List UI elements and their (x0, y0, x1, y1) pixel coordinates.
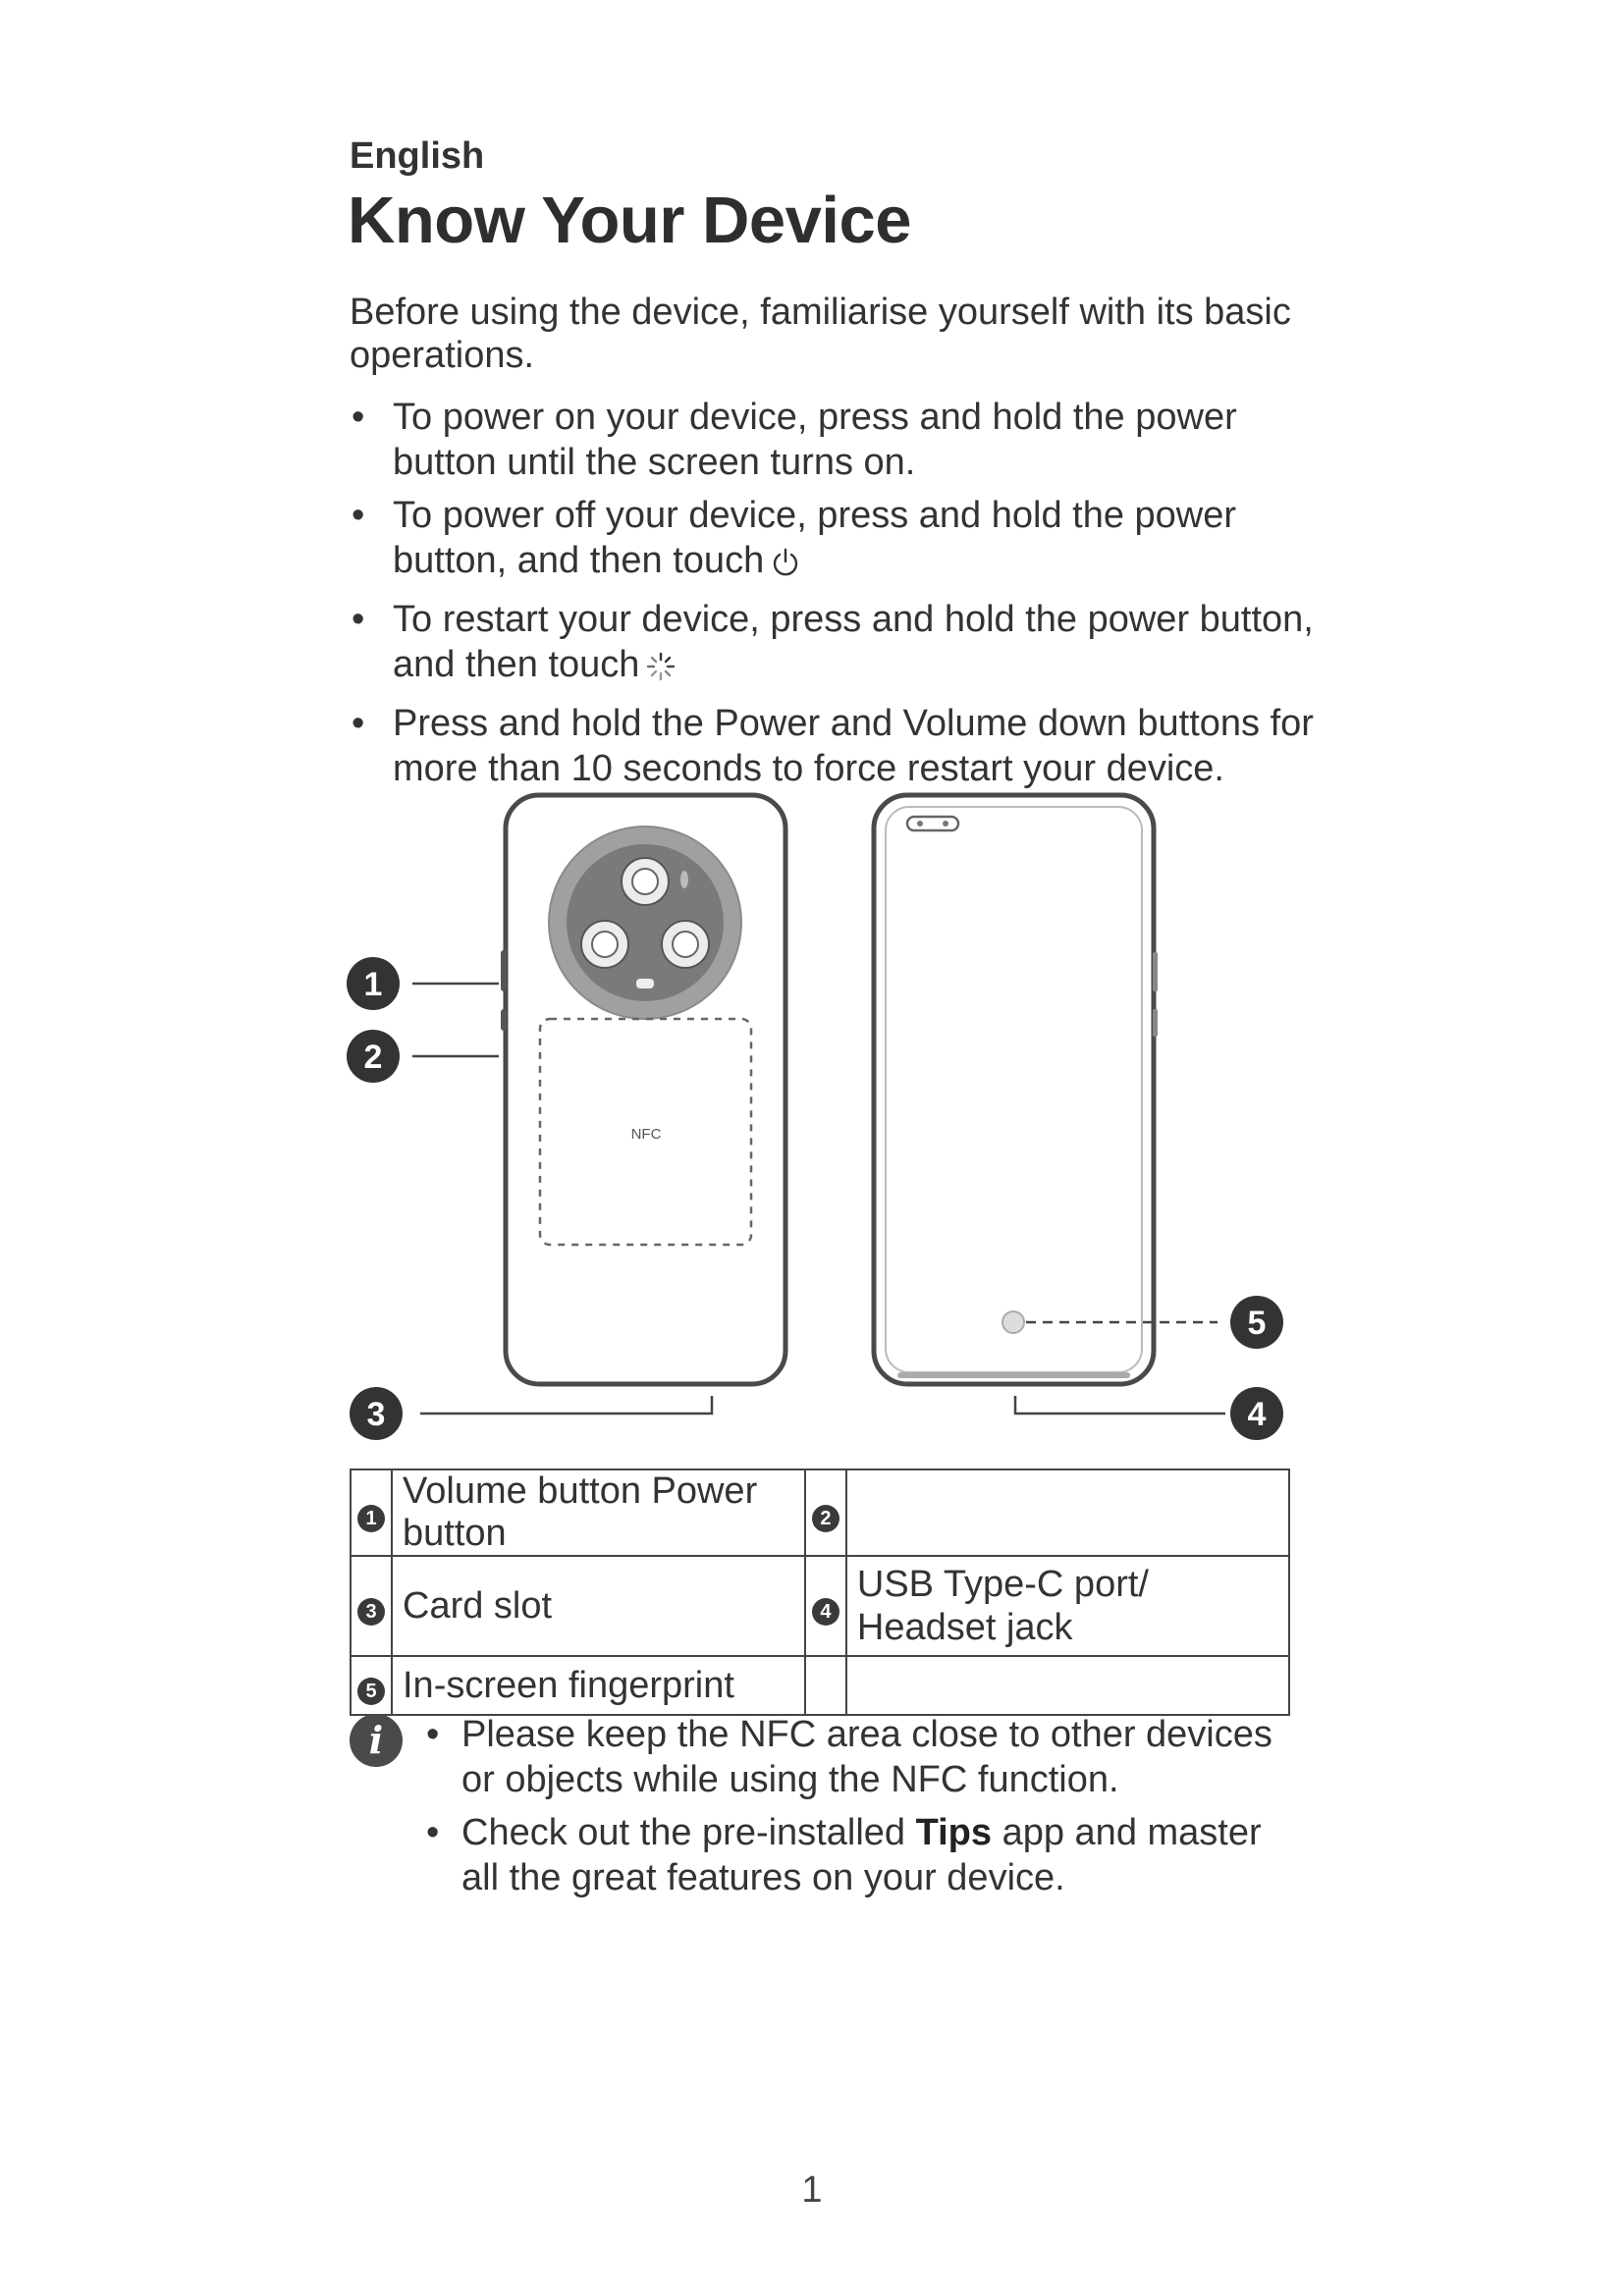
note-item: • Check out the pre-installed Tips app and master all the great features on your device. (426, 1812, 1262, 1898)
notes-list (424, 1712, 1308, 1908)
phone-back (501, 795, 785, 1384)
instruction-item: • To power off your device, press and hold the power button, and then touch (350, 493, 1322, 589)
instruction-text: To power on your device, press and hold the power button until the screen turns on. (393, 397, 1237, 483)
svg-text:1: 1 (363, 966, 383, 1003)
callout-3 (350, 1387, 403, 1440)
instruction-item: • To power on your device, press and hold the power button until the screen turns on. (352, 397, 1237, 483)
legend-number: 1 (357, 1505, 385, 1532)
camera-module (549, 827, 741, 1019)
instruction-item: • To restart your device, press and hold the power button, and then touch (350, 597, 1322, 693)
page-title: Know Your Device (348, 184, 912, 257)
table-row (351, 1656, 1289, 1715)
power-icon (770, 544, 801, 589)
svg-text:4: 4 (1247, 1396, 1267, 1433)
legend-label: Volume button Power button (392, 1469, 805, 1556)
legend-label: In-screen fingerprint (392, 1656, 805, 1715)
legend-number: 2 (812, 1505, 839, 1532)
callout-4 (1230, 1387, 1283, 1440)
instruction-text: To power off your device, press and hold the power button, and then touch (393, 495, 1237, 581)
legend-number: 5 (357, 1678, 385, 1705)
language-label: English (350, 135, 485, 177)
legend-label (846, 1656, 1289, 1715)
tips-app-name: Tips (915, 1812, 993, 1853)
device-diagram (334, 785, 1306, 1463)
callout-1 (347, 957, 400, 1010)
phone-front (874, 795, 1158, 1384)
table-row (351, 1469, 1289, 1556)
restart-icon (645, 648, 677, 693)
svg-text:5: 5 (1247, 1305, 1267, 1342)
instruction-text: Press and hold the Power and Volume down buttons for more than 10 seconds to force restart your device. (393, 703, 1314, 789)
intro-text: Before using the device, familiarise yourself with its basic operations. (350, 292, 1291, 376)
parts-legend-table (350, 1468, 1290, 1716)
table-row (351, 1556, 1289, 1656)
callout-2 (347, 1030, 400, 1083)
legend-label: Card slot (392, 1556, 805, 1656)
svg-text:3: 3 (366, 1396, 386, 1433)
note-item: • Please keep the NFC area close to other devices or objects while using the NFC function. (426, 1714, 1272, 1800)
legend-number: 3 (357, 1598, 385, 1626)
legend-number: 4 (812, 1598, 839, 1626)
legend-label (846, 1469, 1289, 1556)
instruction-list (350, 395, 1322, 799)
fingerprint-sensor (1002, 1311, 1024, 1333)
nfc-label: NFC (630, 1126, 662, 1143)
instruction-text: To restart your device, press and hold the power button, and then touch (393, 599, 1314, 685)
info-icon: i (350, 1714, 403, 1767)
legend-label: USB Type-C port/ Headset jack (846, 1556, 1289, 1656)
page-number: 1 (801, 2169, 823, 2211)
instruction-item: • Press and hold the Power and Volume down buttons for more than 10 seconds to force restart your device. (352, 703, 1314, 789)
svg-text:2: 2 (363, 1039, 383, 1076)
callout-5 (1230, 1296, 1283, 1349)
